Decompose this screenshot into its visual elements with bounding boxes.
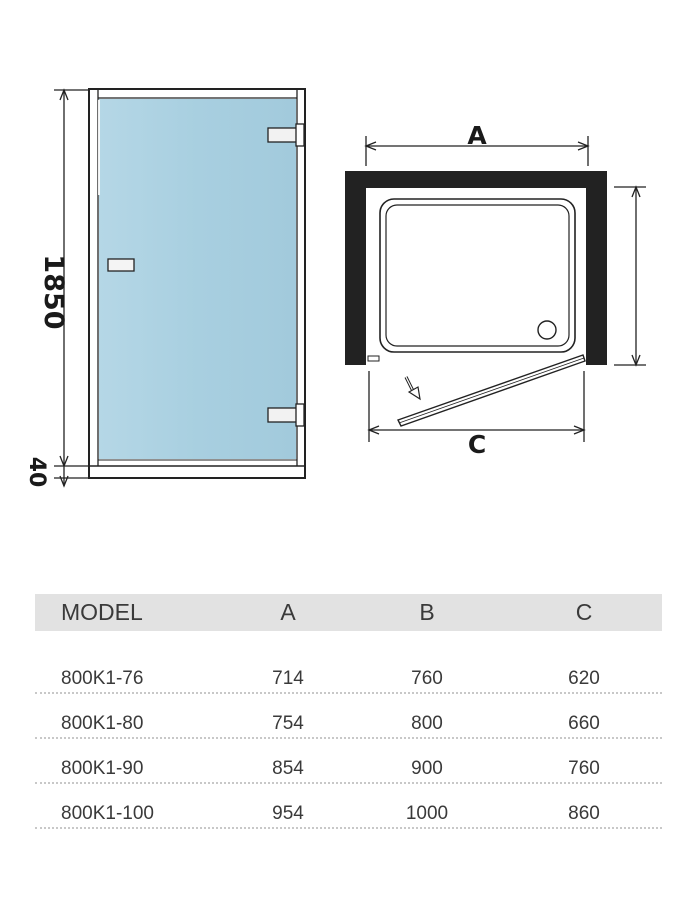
shower-tray	[366, 188, 586, 365]
header-model: MODEL	[61, 599, 143, 625]
cell-model: 800K1-90	[61, 758, 144, 779]
table-row: 800K1-80 754 800 660	[35, 694, 662, 739]
door-elevation	[24, 89, 305, 487]
table-row: 800K1-100 954 1000 860	[35, 784, 662, 829]
table-row: 800K1-76 714 760 620	[35, 649, 662, 694]
door-swing	[398, 355, 585, 426]
table-header: MODEL A B C	[35, 594, 662, 631]
cell-model: 800K1-76	[61, 668, 144, 689]
label-a: A	[467, 121, 487, 150]
table-body	[35, 649, 662, 829]
door-handle	[108, 259, 134, 271]
table-row: 800K1-90 854 900 760	[35, 739, 662, 784]
swing-arrow-icon	[406, 377, 420, 399]
depth-b-dimension	[614, 187, 646, 365]
plan-view	[345, 121, 646, 459]
drain	[538, 321, 556, 339]
cell-model: 800K1-100	[61, 803, 154, 824]
base-label: 40	[24, 456, 49, 488]
spec-table	[35, 594, 662, 829]
glass-panel	[99, 99, 296, 459]
height-label: 1850	[38, 254, 69, 330]
label-c: C	[467, 430, 487, 459]
cell-model: 800K1-80	[61, 713, 144, 734]
